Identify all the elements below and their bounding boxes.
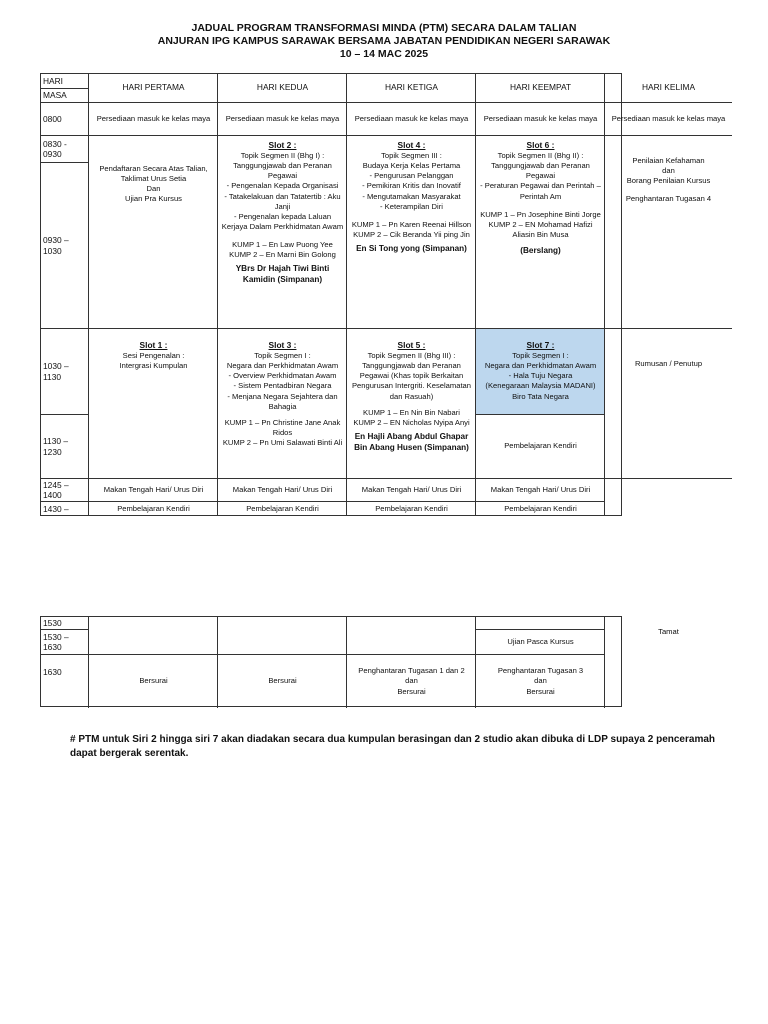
speaker-line: KUMP 2 – En Marni Bin Golong	[229, 250, 336, 260]
text-line: - Pengurusan Pelanggan	[369, 171, 454, 181]
text-line: Tanggungjawab dan Peranan Pegawai	[233, 161, 332, 181]
text-line: Penghantaran Tugasan 4	[625, 194, 712, 204]
text-line: Topik Segmen II (Bhg I) :	[240, 151, 325, 161]
text-line: - Sistem Pentadbiran Negara	[233, 381, 332, 391]
text-line: - Hala Tuju Negara	[508, 371, 573, 381]
text-line: Topik Segmen I :	[512, 351, 569, 361]
time-1245: 1245 – 1400	[40, 478, 89, 501]
speaker-line: KUMP 1 – En Nin Bin Nabari	[363, 407, 460, 417]
pm-day-1	[88, 617, 218, 654]
text-line: Topik Segmen III :	[381, 151, 442, 161]
text-line: Taklimat Urus Setia	[120, 174, 187, 184]
text-line: - Mengutamakan Masyarakat	[362, 191, 461, 201]
header-hari: HARI	[43, 75, 64, 86]
header-day-5-label: HARI KELIMA	[604, 74, 732, 102]
slot-label: Slot 7 :	[526, 340, 555, 350]
midday-day-3	[346, 328, 476, 478]
header-day-2: HARI KEDUA	[217, 74, 347, 102]
midday-day-4-highlight	[475, 328, 605, 414]
text-line: dan	[405, 676, 418, 686]
slot-label: Slot 6 :	[526, 140, 555, 150]
kendiri-day-4: Pembelajaran Kendiri	[475, 501, 605, 516]
slot-label: Slot 1 :	[139, 340, 168, 350]
lunch-day-2: Makan Tengah Hari/ Urus Diri	[217, 478, 347, 501]
text-line: Intergrasi Kumpulan	[119, 361, 188, 371]
pm-day-4-blank	[475, 617, 605, 629]
lunch-day-5	[604, 478, 732, 516]
footnote: # PTM untuk Siri 2 hingga siri 7 akan diadakan secara dua kumpulan berasingan dan 2 studio akan dibuka di LDP supaya 2 penceramah dapat bergerak serentak.	[70, 734, 716, 759]
lunch-day-1: Makan Tengah Hari/ Urus Diri	[88, 478, 218, 501]
morning-day-2	[217, 135, 347, 328]
time-1530: 1530	[43, 617, 62, 628]
speaker-line: KUMP 2 – Cik Beranda Yii ping Jin	[353, 229, 470, 239]
morning-day-5-content	[604, 135, 732, 328]
text-line: Borang Penilaian Kursus	[626, 176, 711, 186]
pm-day-4-ujian: Ujian Pasca Kursus	[475, 629, 605, 654]
midday-day-2	[217, 328, 347, 478]
text-line: Topik Segmen I :	[254, 351, 311, 361]
prep-day-5-label: Persediaan masuk ke kelas maya	[604, 102, 732, 135]
speaker-line: KUMP 1 – Pn Karen Reenai Hillson	[351, 219, 472, 229]
text-line: dan	[662, 166, 675, 176]
page-title: JADUAL PROGRAM TRANSFORMASI MINDA (PTM) SECARA DALAM TALIAN	[191, 22, 577, 34]
text-line: Ujian Pra Kursus	[125, 194, 182, 204]
page-date: 10 – 14 MAC 2025	[339, 48, 429, 60]
prep-day-1: Persediaan masuk ke kelas maya	[88, 102, 218, 135]
prep-day-2: Persediaan masuk ke kelas maya	[217, 102, 347, 135]
pm-day-3	[346, 617, 476, 654]
text-line: Budaya Kerja Kelas Pertama	[362, 161, 461, 171]
text-line: Negara dan Perkhidmatan Awam	[226, 361, 339, 371]
kendiri-day-2: Pembelajaran Kendiri	[217, 501, 347, 516]
text-line: - Keterampilan Diri	[380, 201, 443, 211]
header-day-1: HARI PERTAMA	[88, 74, 218, 102]
lunch-day-3: Makan Tengah Hari/ Urus Diri	[346, 478, 476, 501]
text-line: Penghantaran Tugasan 3	[497, 666, 584, 676]
slot-label: Slot 5 :	[397, 340, 426, 350]
reserve-speaker: (Berslang)	[520, 245, 561, 255]
text-line: - Pengenalan Kepada Organisasi	[226, 181, 339, 191]
time-0800: 0800	[40, 102, 89, 135]
text-line: - Pemikiran Kritis dan Inovatif	[362, 181, 461, 191]
time-1030: 1030 – 1130	[40, 328, 89, 414]
prep-day-3: Persediaan masuk ke kelas maya	[346, 102, 476, 135]
speaker-line: KUMP 2 – EN Nicholas Nyipa Anyi	[353, 417, 470, 427]
text-line: Bersurai	[397, 686, 426, 696]
text-line: Negara dan Perkhidmatan Awam	[484, 361, 597, 371]
pm-day-5-tamat-label: Tamat	[604, 617, 732, 708]
time-1530-1630: 1530 – 1630	[40, 629, 89, 654]
time-0930: 0930 – 1030	[40, 162, 89, 328]
header-day-4: HARI KEEMPAT	[475, 74, 605, 102]
text-line: Dan	[146, 184, 161, 194]
speaker-line: KUMP 1 – En Law Puong Yee	[232, 239, 333, 249]
text-line: Pendaftaran Secara Atas Talian,	[99, 164, 208, 173]
text-line: - Pengenalan kepada Laluan Kerjaya Dalam Perkhidmatan Awam	[221, 211, 344, 231]
prep-day-4: Persediaan masuk ke kelas maya	[475, 102, 605, 135]
text-line: (Kenegaraan Malaysia MADANI)	[485, 381, 596, 391]
text-line: dan	[534, 676, 547, 686]
reserve-speaker: YBrs Dr Hajah Tiwi Binti Kamidin (Simpanan)	[235, 264, 330, 285]
morning-day-1	[88, 135, 218, 328]
speaker-line: KUMP 1 – Pn Christine Jane Anak Ridos	[224, 417, 341, 437]
speaker-line: KUMP 2 – Pn Umi Salawati Binti Ali	[222, 437, 343, 447]
schedule-table	[40, 73, 726, 516]
text-line: - Overview Perkhidmatan Awam	[228, 371, 337, 381]
kendiri-day-1: Pembelajaran Kendiri	[88, 501, 218, 516]
header-masa: MASA	[40, 88, 89, 102]
pm-day-2	[217, 617, 347, 654]
bersurai-day-2: Bersurai	[217, 654, 347, 708]
text-line: - Peraturan Pegawai dan Perintah – Perintah Am	[480, 181, 601, 201]
morning-day-3	[346, 135, 476, 328]
time-0830: 0830 - 0930	[40, 135, 89, 162]
text-line: - Menjana Negara Sejahtera dan Bahagia	[227, 391, 338, 411]
time-1130: 1130 – 1230	[40, 414, 89, 478]
text-line: Penghantaran Tugasan 1 dan 2	[358, 666, 465, 676]
text-line: Sesi Pengenalan :	[122, 351, 185, 361]
time-1630: 1630	[40, 654, 89, 708]
header-day-3: HARI KETIGA	[346, 74, 476, 102]
slot-label: Slot 4 :	[397, 140, 426, 150]
text-line: Tanggungjawab dan Peranan Pegawai	[491, 161, 590, 181]
kendiri-day-3: Pembelajaran Kendiri	[346, 501, 476, 516]
text-line: Biro Tata Negara	[512, 391, 569, 401]
afternoon-table	[40, 616, 679, 707]
midday-day-4-kendiri: Pembelajaran Kendiri	[475, 414, 605, 478]
morning-day-4	[475, 135, 605, 328]
text-line: Penilaian Kefahaman	[632, 156, 705, 165]
speaker-line: KUMP 1 – Pn Josephine Binti Jorge	[480, 209, 601, 219]
reserve-speaker: En Si Tong yong (Simpanan)	[356, 243, 467, 253]
time-1430: 1430 –	[40, 501, 89, 516]
midday-day-1	[88, 328, 218, 478]
reserve-speaker: En Hajli Abang Abdul Ghapar Bin Abang Husen (Simpanan)	[354, 431, 469, 452]
bersurai-day-3	[346, 654, 476, 708]
lunch-day-4: Makan Tengah Hari/ Urus Diri	[475, 478, 605, 501]
text-line: Topik Segmen II (Bhg II) :	[497, 151, 584, 161]
midday-day-5-content: Rumusan / Penutup	[604, 328, 732, 478]
text-line: - Tatakelakuan dan Tatatertib : Aku Janji	[224, 191, 341, 211]
bersurai-day-4	[475, 654, 605, 708]
slot-label: Slot 2 :	[268, 140, 297, 150]
text-line: Bersurai	[526, 686, 555, 696]
page-subtitle: ANJURAN IPG KAMPUS SARAWAK BERSAMA JABATAN PENDIDIKAN NEGERI SARAWAK	[157, 35, 611, 47]
text-line: Topik Segmen II (Bhg III) :	[367, 351, 456, 361]
text-line: Tanggungjawab dan Peranan Pegawai (Khas topik Berkaitan Pengurusan Intergriti. Keselamatan dan Rasuah)	[351, 361, 472, 401]
slot-label: Slot 3 :	[268, 340, 297, 350]
speaker-line: KUMP 2 – EN Mohamad Hafizi Aliasin Bin Musa	[488, 219, 593, 239]
bersurai-day-1: Bersurai	[88, 654, 218, 708]
